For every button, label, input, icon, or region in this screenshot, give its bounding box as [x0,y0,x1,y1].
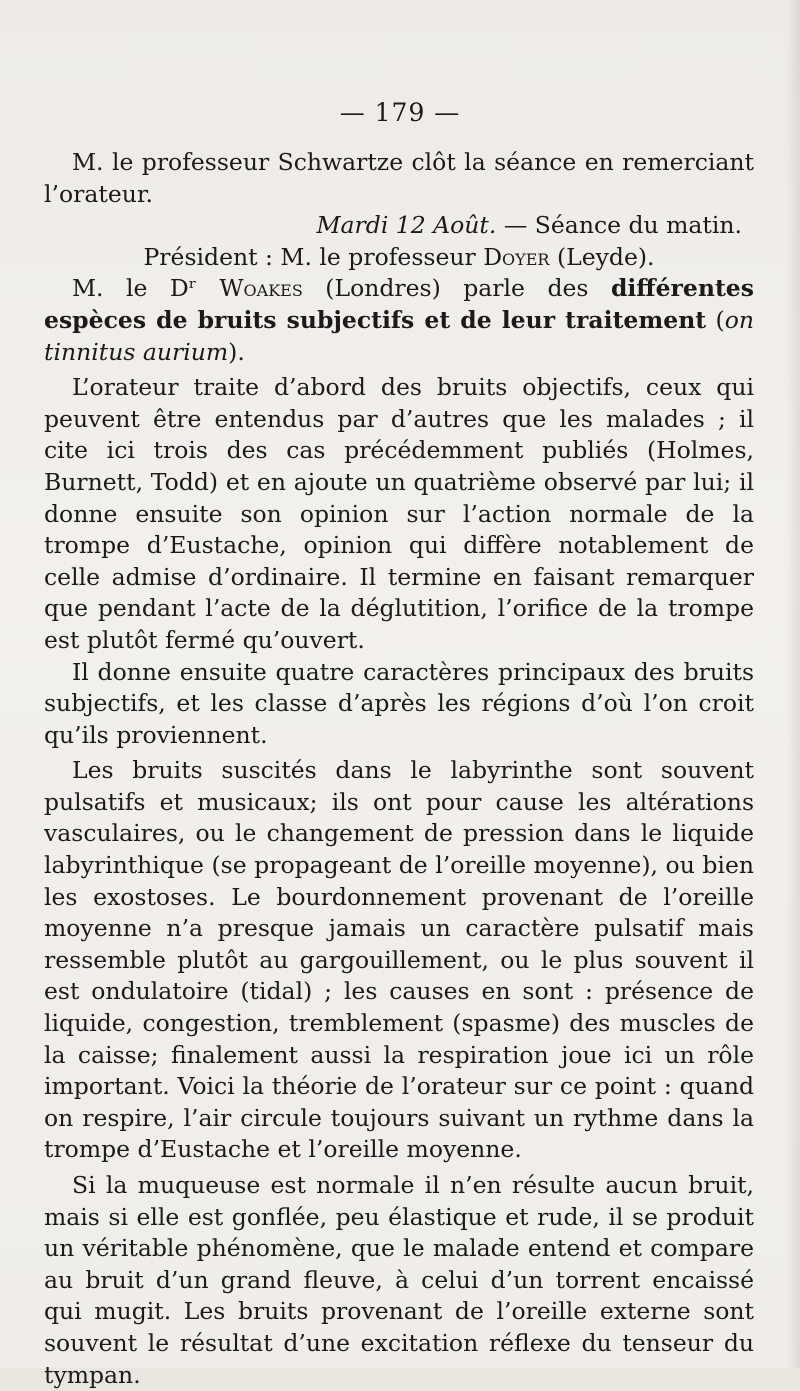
president-tail: (Leyde). [549,242,655,271]
speaker-name: Woakes [219,274,303,303]
talk-close-paren: ). [228,337,245,366]
body-text [44,147,754,1391]
page-edge-shadow [786,0,800,1368]
paragraph-mucosa: Si la muqueuse est normale il n’en résulte aucun bruit, mais si elle est gonflée, peu élastique et rude, il se produit un véritable phénomène, que le malade entend et compare au bruit d’un grand fleuve, à celui d’un torrent encaissé qui mugit. Les bruits provenant de l’oreille externe sont souvent le résultat d’une excitation réflexe du tenseur du tympan. [44,1171,754,1389]
speaker-lead: M. le Dʳ [72,274,220,303]
talk-title: différentes espèces de bruits subjectifs et de leur traitement [44,274,754,334]
paragraph-objective-noises: L’orateur traite d’abord des bruits objectifs, ceux qui peuvent être entendus par d’autres que les malades ; il cite ici trois des cas précédemment publiés (Holmes, Burnett, Todd) et en ajoute un quatrième observé par lui; il donne ensuite son opinion sur l’action normale de la trompe d’Eustache, opinion qui diffère notablement de celle admise d’ordinaire. Il termine en faisant remarquer que pendant l’acte de la déglutition, l’orifice de la trompe est plutôt fermé qu’ouvert. [44,373,754,654]
session-label: — Séance du matin. [496,211,742,240]
president-name: Doyer [483,242,550,271]
speaker-mid: (Londres) parle des [302,274,611,303]
paragraph-labyrinth-noises: Les bruits suscités dans le labyrinthe sont souvent pulsatifs et musicaux; ils ont pour cause les altérations vasculaires, ou le changement de pression dans le liquide labyrinthique (se propageant de l’oreille moyenne), ou bien les exostoses. Le bourdonnement provenant de l’oreille moyenne n’a presque jamais un caractère pulsatif mais ressemble plutôt au gargouillement, ou le plus souvent il est ondulatoire (tidal) ; les causes en sont : présence de liquide, congestion, tremblement (spasme) des muscles de la caisse; finalement aussi la respiration joue ici un rôle important. Voici la théorie de l’orateur sur ce point : quand on respire, l’air circule toujours suivant un rythme dans la trompe d’Eustache et l’oreille moyenne. [44,756,754,1164]
president-lead: Président : M. le professeur [143,242,484,271]
president-line [44,242,754,274]
talk-open-paren: ( [706,305,725,334]
paragraph-speaker-intro [44,273,754,368]
paragraph-subjective-characters: Il donne ensuite quatre caractères principaux des bruits subjectifs, et les classe d’après les régions d’où l’on croit qu’ils proviennent. [44,657,754,749]
talk-latin-title: on tinnitus aurium [44,305,754,366]
page-number: — 179 — [339,98,461,127]
session-date: Mardi 12 Août. [316,211,497,240]
paragraph-closing-session: M. le professeur Schwartze clôt la séance en remerciant l’orateur. [44,148,754,208]
session-heading [44,210,754,242]
